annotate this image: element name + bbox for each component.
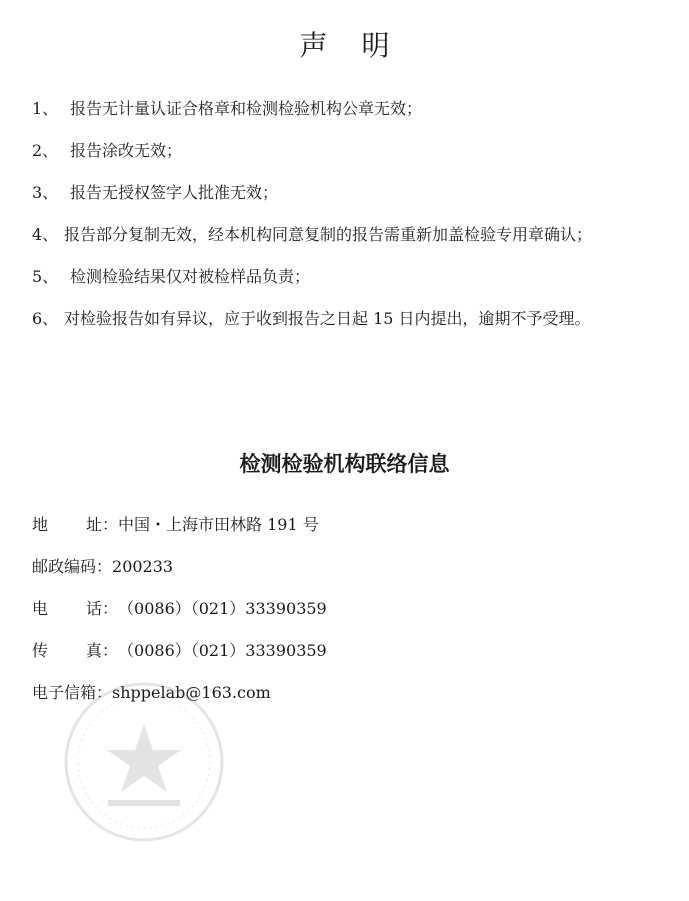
phone-value: （0086）（021）33390359 [118,599,327,618]
phone-label-tail: 话： [86,599,119,618]
clause-number: 3、 [32,183,59,202]
postcode-row [32,554,173,577]
fax-value: （0086）（021）33390359 [118,641,327,660]
phone-row [32,596,327,619]
clause-number: 5、 [32,267,59,286]
clause-text: 报告无授权签字人批准无效； [70,183,279,202]
clause-3 [32,180,278,203]
declaration-title: 声明 [299,29,424,62]
clause-number: 6、 [32,309,59,328]
clause-text: 对检验报告如有异议，应于收到报告之日起 15 日内提出，逾期不予受理。 [64,309,591,328]
clause-text: 报告部分复制无效，经本机构同意复制的报告需重新加盖检验专用章确认； [64,225,593,244]
seal-star-icon [107,724,181,792]
email-value: shppelab@163.com [112,683,271,702]
fax-row [32,638,327,661]
clause-6 [32,306,591,329]
clause-5 [32,264,310,287]
contact-title: 检测检验机构联络信息 [239,452,450,476]
clause-1 [32,96,422,119]
clause-2 [32,138,182,161]
email-label: 电子信箱： [32,683,113,702]
postcode-value: 200233 [112,557,174,576]
address-row [32,512,319,535]
address-value: 中国・上海市田林路 191 号 [118,515,319,534]
official-seal-icon [62,680,226,844]
clause-number: 1、 [32,99,59,118]
clause-text: 报告无计量认证合格章和检测检验机构公章无效； [70,99,423,118]
fax-label-tail: 真： [86,641,119,660]
fax-label-char: 传 [32,641,87,660]
phone-label-char: 电 [32,599,87,618]
clause-text: 检测检验结果仅对被检样品负责； [70,267,311,286]
clause-number: 4、 [32,225,59,244]
address-label-char: 地 [32,515,87,534]
clause-number: 2、 [32,141,59,160]
address-label-tail: 址： [86,515,119,534]
postcode-label: 邮政编码： [32,557,113,576]
clause-text: 报告涂改无效； [70,141,183,160]
clause-4 [32,222,592,245]
